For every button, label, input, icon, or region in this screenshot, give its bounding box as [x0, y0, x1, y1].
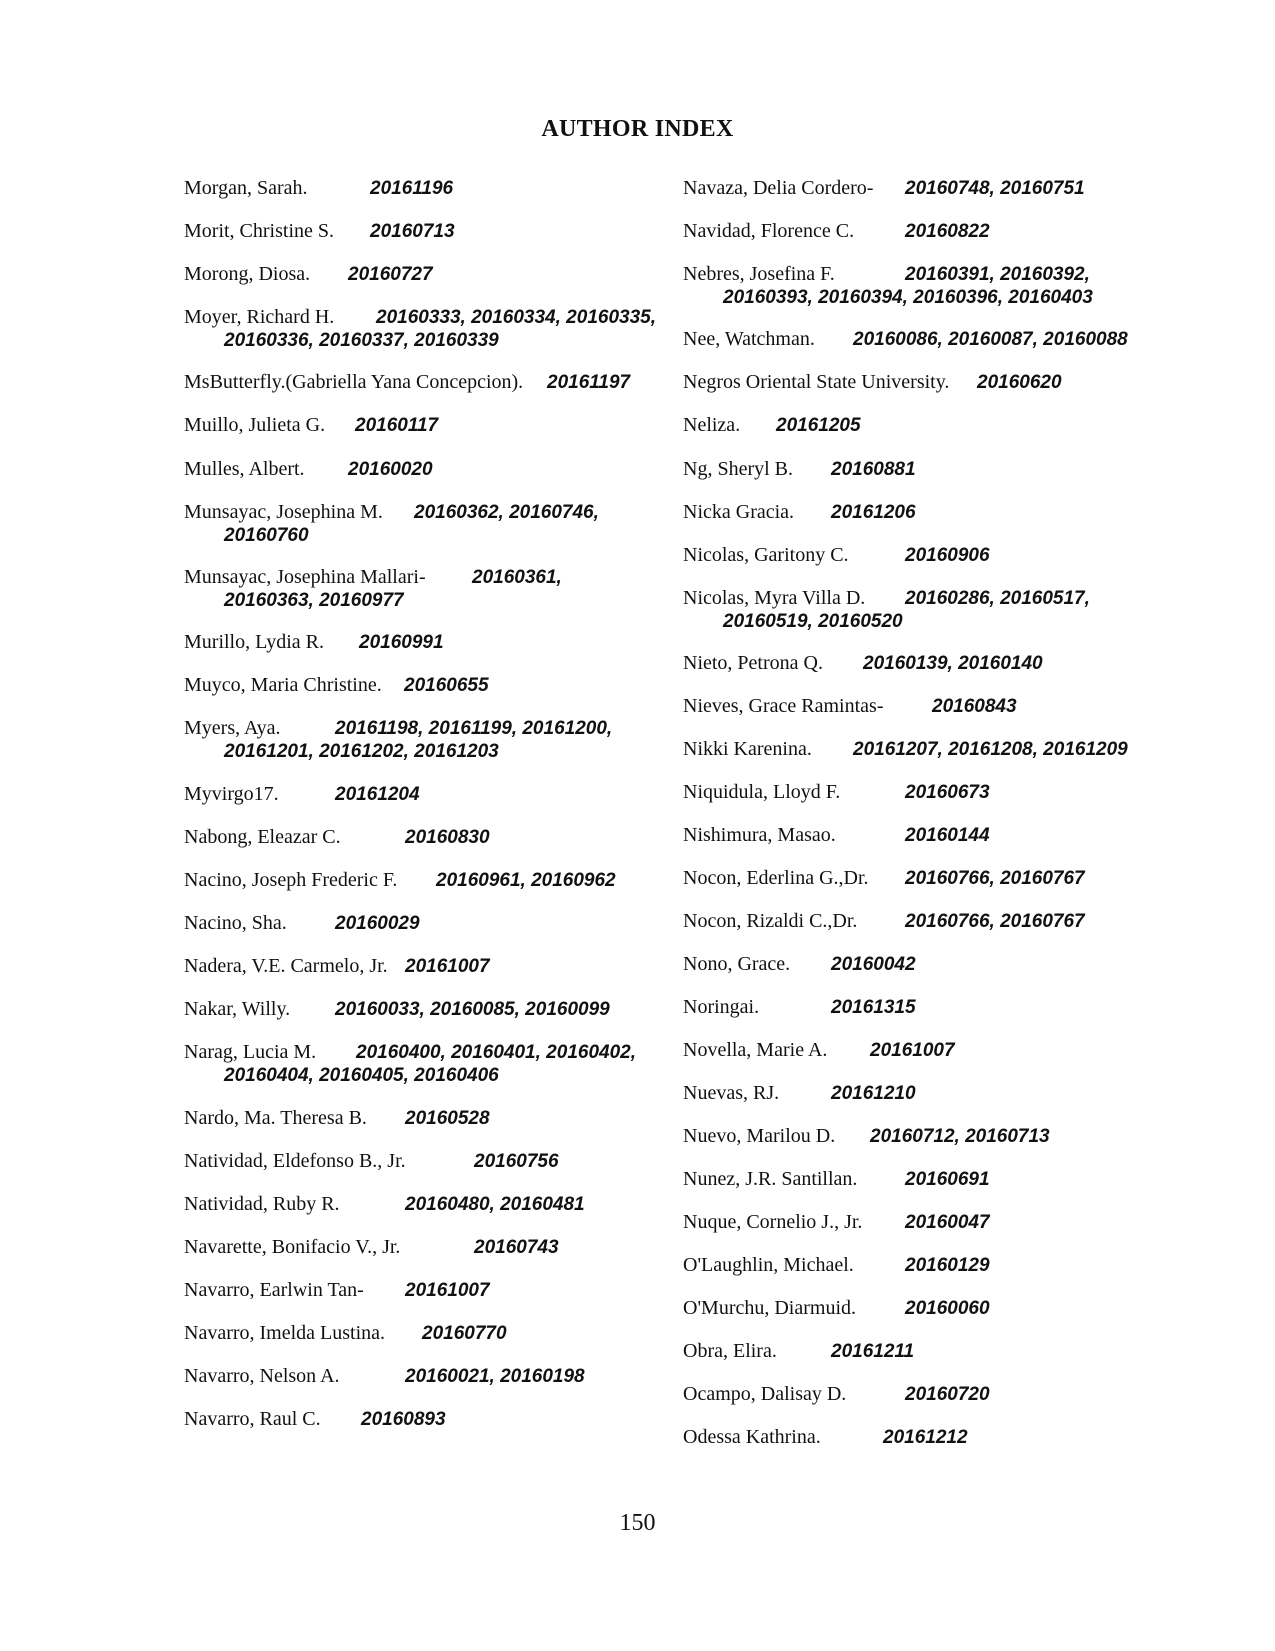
index-entry: [184, 630, 444, 655]
author-name: Nieves, Grace Ramintas-: [683, 695, 884, 717]
index-entry: [184, 176, 453, 201]
record-numbers: 20161007: [870, 1040, 955, 1061]
page-title: AUTHOR INDEX: [541, 116, 734, 142]
index-entry: [184, 457, 433, 482]
author-name: Natividad, Eldefonso B., Jr.: [184, 1150, 406, 1172]
record-numbers: 20161211: [831, 1341, 915, 1362]
index-entry: [184, 565, 562, 611]
index-entry: [683, 1296, 990, 1321]
record-numbers: 20161198, 20161199, 20161200,: [335, 718, 613, 739]
index-entry: [184, 954, 490, 979]
index-entry: [184, 1149, 559, 1174]
author-name: Navarro, Imelda Lustina.: [184, 1322, 386, 1344]
record-numbers: 20161315: [831, 997, 916, 1018]
index-entry: [184, 868, 616, 893]
author-name: Munsayac, Josephina M.: [184, 501, 383, 523]
author-name: Niquidula, Lloyd F.: [683, 781, 841, 803]
index-entry: [683, 952, 916, 977]
index-entry: [184, 1235, 559, 1260]
record-numbers: 20160361,: [472, 567, 562, 588]
record-numbers: 20161204: [335, 784, 420, 805]
author-name: Nuevas, RJ.: [683, 1082, 780, 1104]
record-numbers: 20160400, 20160401, 20160402,: [356, 1042, 636, 1063]
record-numbers: 20160021, 20160198: [405, 1366, 585, 1387]
record-numbers: 20160673: [905, 782, 990, 803]
record-numbers: 20160766, 20160767: [905, 911, 1085, 932]
index-entry: [683, 651, 1043, 676]
record-numbers: 20160843: [932, 696, 1017, 717]
record-numbers: 20160991: [359, 632, 444, 653]
record-numbers-continued: 20160519, 20160520: [723, 611, 903, 632]
author-name: Nuque, Cornelio J., Jr.: [683, 1211, 863, 1233]
author-name: Nicolas, Myra Villa D.: [683, 587, 866, 609]
author-name: Nacino, Joseph Frederic F.: [184, 869, 398, 891]
author-name: Nishimura, Masao.: [683, 824, 836, 846]
index-entry: [683, 262, 1093, 308]
author-name: Narag, Lucia M.: [184, 1041, 317, 1063]
record-numbers: 20160047: [905, 1212, 990, 1233]
index-entry: [184, 1192, 585, 1217]
author-name: Mulles, Albert.: [184, 458, 305, 480]
record-numbers: 20160362, 20160746,: [414, 502, 599, 523]
index-entry: [683, 1253, 990, 1278]
index-entry: [683, 457, 916, 482]
record-numbers: 20161210: [831, 1083, 916, 1104]
record-numbers-continued: 20160760: [224, 525, 309, 546]
index-entry: [184, 305, 656, 351]
record-numbers-continued: 20160336, 20160337, 20160339: [224, 330, 499, 351]
index-entry: [184, 262, 433, 287]
record-numbers: 20160720: [905, 1384, 990, 1405]
index-entry: [184, 911, 420, 936]
record-numbers: 20160712, 20160713: [870, 1126, 1050, 1147]
record-numbers: 20160020: [348, 459, 433, 480]
author-name: Negros Oriental State University.: [683, 371, 950, 393]
index-entry: [683, 586, 1090, 632]
author-name: Obra, Elira.: [683, 1340, 777, 1362]
author-name: Navarro, Raul C.: [184, 1408, 321, 1430]
author-name: Navidad, Florence C.: [683, 220, 855, 242]
author-name: Myers, Aya.: [184, 717, 281, 739]
author-name: Moyer, Richard H.: [184, 306, 335, 328]
record-numbers: 20161205: [776, 415, 861, 436]
record-numbers: 20160691: [905, 1169, 990, 1190]
author-name: Neliza.: [683, 414, 741, 436]
author-name: Nakar, Willy.: [184, 998, 291, 1020]
index-entry: [683, 694, 1017, 719]
author-name: MsButterfly.(Gabriella Yana Concepcion).: [184, 371, 524, 393]
author-name: Nicka Gracia.: [683, 501, 795, 523]
record-numbers-continued: 20161201, 20161202, 20161203: [224, 741, 499, 762]
record-numbers: 20160756: [474, 1151, 559, 1172]
index-entry: [683, 866, 1085, 891]
author-name: Nebres, Josefina F.: [683, 263, 835, 285]
author-name: Nieto, Petrona Q.: [683, 652, 823, 674]
author-name: O'Laughlin, Michael.: [683, 1254, 854, 1276]
record-numbers: 20160620: [977, 372, 1062, 393]
record-numbers: 20160906: [905, 545, 990, 566]
index-entry: [683, 1124, 1050, 1149]
index-entry: [683, 1382, 990, 1407]
author-name: Navaza, Delia Cordero-: [683, 177, 874, 199]
author-name: Nee, Watchman.: [683, 328, 815, 350]
author-name: Morong, Diosa.: [184, 263, 311, 285]
author-name: Nuevo, Marilou D.: [683, 1125, 836, 1147]
record-numbers: 20160060: [905, 1298, 990, 1319]
index-entry: [184, 1106, 490, 1131]
record-numbers: 20161207, 20161208, 20161209: [853, 739, 1128, 760]
record-numbers: 20160748, 20160751: [905, 178, 1085, 199]
index-entry: [683, 823, 990, 848]
author-name: Nocon, Ederlina G.,Dr.: [683, 867, 869, 889]
index-entry: [184, 219, 455, 244]
record-numbers: 20161196: [370, 178, 454, 199]
record-numbers: 20160961, 20160962: [436, 870, 616, 891]
record-numbers: 20160655: [404, 675, 489, 696]
record-numbers: 20160830: [405, 827, 490, 848]
index-entry: [683, 1038, 955, 1063]
index-entry: [683, 909, 1085, 934]
record-numbers: 20160286, 20160517,: [905, 588, 1090, 609]
index-entry: [683, 176, 1085, 201]
record-numbers-continued: 20160363, 20160977: [224, 590, 404, 611]
author-name: Nono, Grace.: [683, 953, 791, 975]
record-numbers: 20160822: [905, 221, 990, 242]
record-numbers: 20160727: [348, 264, 433, 285]
record-numbers: 20160129: [905, 1255, 990, 1276]
index-entry: [184, 673, 489, 698]
record-numbers: 20160743: [474, 1237, 559, 1258]
index-entry: [683, 1210, 990, 1235]
index-entry: [683, 327, 1128, 352]
index-entry: [683, 1081, 916, 1106]
author-name: O'Murchu, Diarmuid.: [683, 1297, 857, 1319]
record-numbers: 20160480, 20160481: [405, 1194, 585, 1215]
record-numbers: 20160139, 20160140: [863, 653, 1043, 674]
record-numbers: 20160770: [422, 1323, 507, 1344]
author-name: Myvirgo17.: [184, 783, 279, 805]
author-name: Nocon, Rizaldi C.,Dr.: [683, 910, 858, 932]
author-name: Natividad, Ruby R.: [184, 1193, 340, 1215]
record-numbers: 20160713: [370, 221, 455, 242]
author-name: Munsayac, Josephina Mallari-: [184, 566, 426, 588]
index-entry: [184, 1364, 585, 1389]
page-number: 150: [619, 1510, 656, 1536]
index-entry: [184, 500, 599, 546]
author-name: Nikki Karenina.: [683, 738, 812, 760]
record-numbers-continued: 20160393, 20160394, 20160396, 20160403: [723, 287, 1093, 308]
record-numbers: 20160333, 20160334, 20160335,: [376, 307, 656, 328]
index-entry: [184, 1407, 446, 1432]
record-numbers: 20160893: [361, 1409, 446, 1430]
author-name: Nacino, Sha.: [184, 912, 287, 934]
author-name: Navarette, Bonifacio V., Jr.: [184, 1236, 401, 1258]
author-name: Nicolas, Garitony C.: [683, 544, 849, 566]
record-numbers: 20161206: [831, 502, 916, 523]
index-entry: [683, 1425, 968, 1450]
author-name: Ocampo, Dalisay D.: [683, 1383, 847, 1405]
record-numbers: 20160033, 20160085, 20160099: [335, 999, 610, 1020]
record-numbers: 20160117: [355, 415, 439, 436]
index-entry: [683, 995, 916, 1020]
author-name: Nabong, Eleazar C.: [184, 826, 341, 848]
record-numbers: 20161007: [405, 956, 490, 977]
index-entry: [184, 1278, 490, 1303]
author-name: Morgan, Sarah.: [184, 177, 308, 199]
index-entry: [184, 782, 420, 807]
author-name: Muyco, Maria Christine.: [184, 674, 382, 696]
author-name: Morit, Christine S.: [184, 220, 335, 242]
index-entry: [184, 370, 630, 395]
index-entry: [683, 219, 990, 244]
index-entry: [683, 543, 990, 568]
index-entry: [184, 997, 610, 1022]
index-entry: [683, 737, 1128, 762]
index-entry: [683, 370, 1062, 395]
author-name: Murillo, Lydia R.: [184, 631, 324, 653]
author-name: Noringai.: [683, 996, 760, 1018]
index-entry: [683, 780, 990, 805]
record-numbers: 20161197: [547, 372, 631, 393]
author-name: Nardo, Ma. Theresa B.: [184, 1107, 367, 1129]
record-numbers: 20160391, 20160392,: [905, 264, 1090, 285]
record-numbers: 20160042: [831, 954, 916, 975]
index-entry: [184, 413, 438, 438]
record-numbers: 20160144: [905, 825, 990, 846]
author-name: Nunez, J.R. Santillan.: [683, 1168, 858, 1190]
record-numbers: 20160528: [405, 1108, 490, 1129]
index-entry: [184, 825, 490, 850]
record-numbers: 20160086, 20160087, 20160088: [853, 329, 1128, 350]
record-numbers: 20160881: [831, 459, 916, 480]
record-numbers: 20160029: [335, 913, 420, 934]
author-name: Odessa Kathrina.: [683, 1426, 821, 1448]
record-numbers: 20161212: [883, 1427, 968, 1448]
record-numbers-continued: 20160404, 20160405, 20160406: [224, 1065, 499, 1086]
index-entry: [683, 1167, 990, 1192]
record-numbers: 20160766, 20160767: [905, 868, 1085, 889]
index-entry: [683, 413, 861, 438]
index-entry: [683, 1339, 914, 1364]
index-entry: [683, 500, 916, 525]
author-name: Navarro, Nelson A.: [184, 1365, 340, 1387]
index-entry: [184, 716, 613, 762]
author-name: Muillo, Julieta G.: [184, 414, 326, 436]
author-name: Navarro, Earlwin Tan-: [184, 1279, 364, 1301]
author-name: Novella, Marie A.: [683, 1039, 828, 1061]
index-entry: [184, 1040, 636, 1086]
record-numbers: 20161007: [405, 1280, 490, 1301]
author-name: Nadera, V.E. Carmelo, Jr.: [184, 955, 388, 977]
index-entry: [184, 1321, 507, 1346]
author-name: Ng, Sheryl B.: [683, 458, 793, 480]
